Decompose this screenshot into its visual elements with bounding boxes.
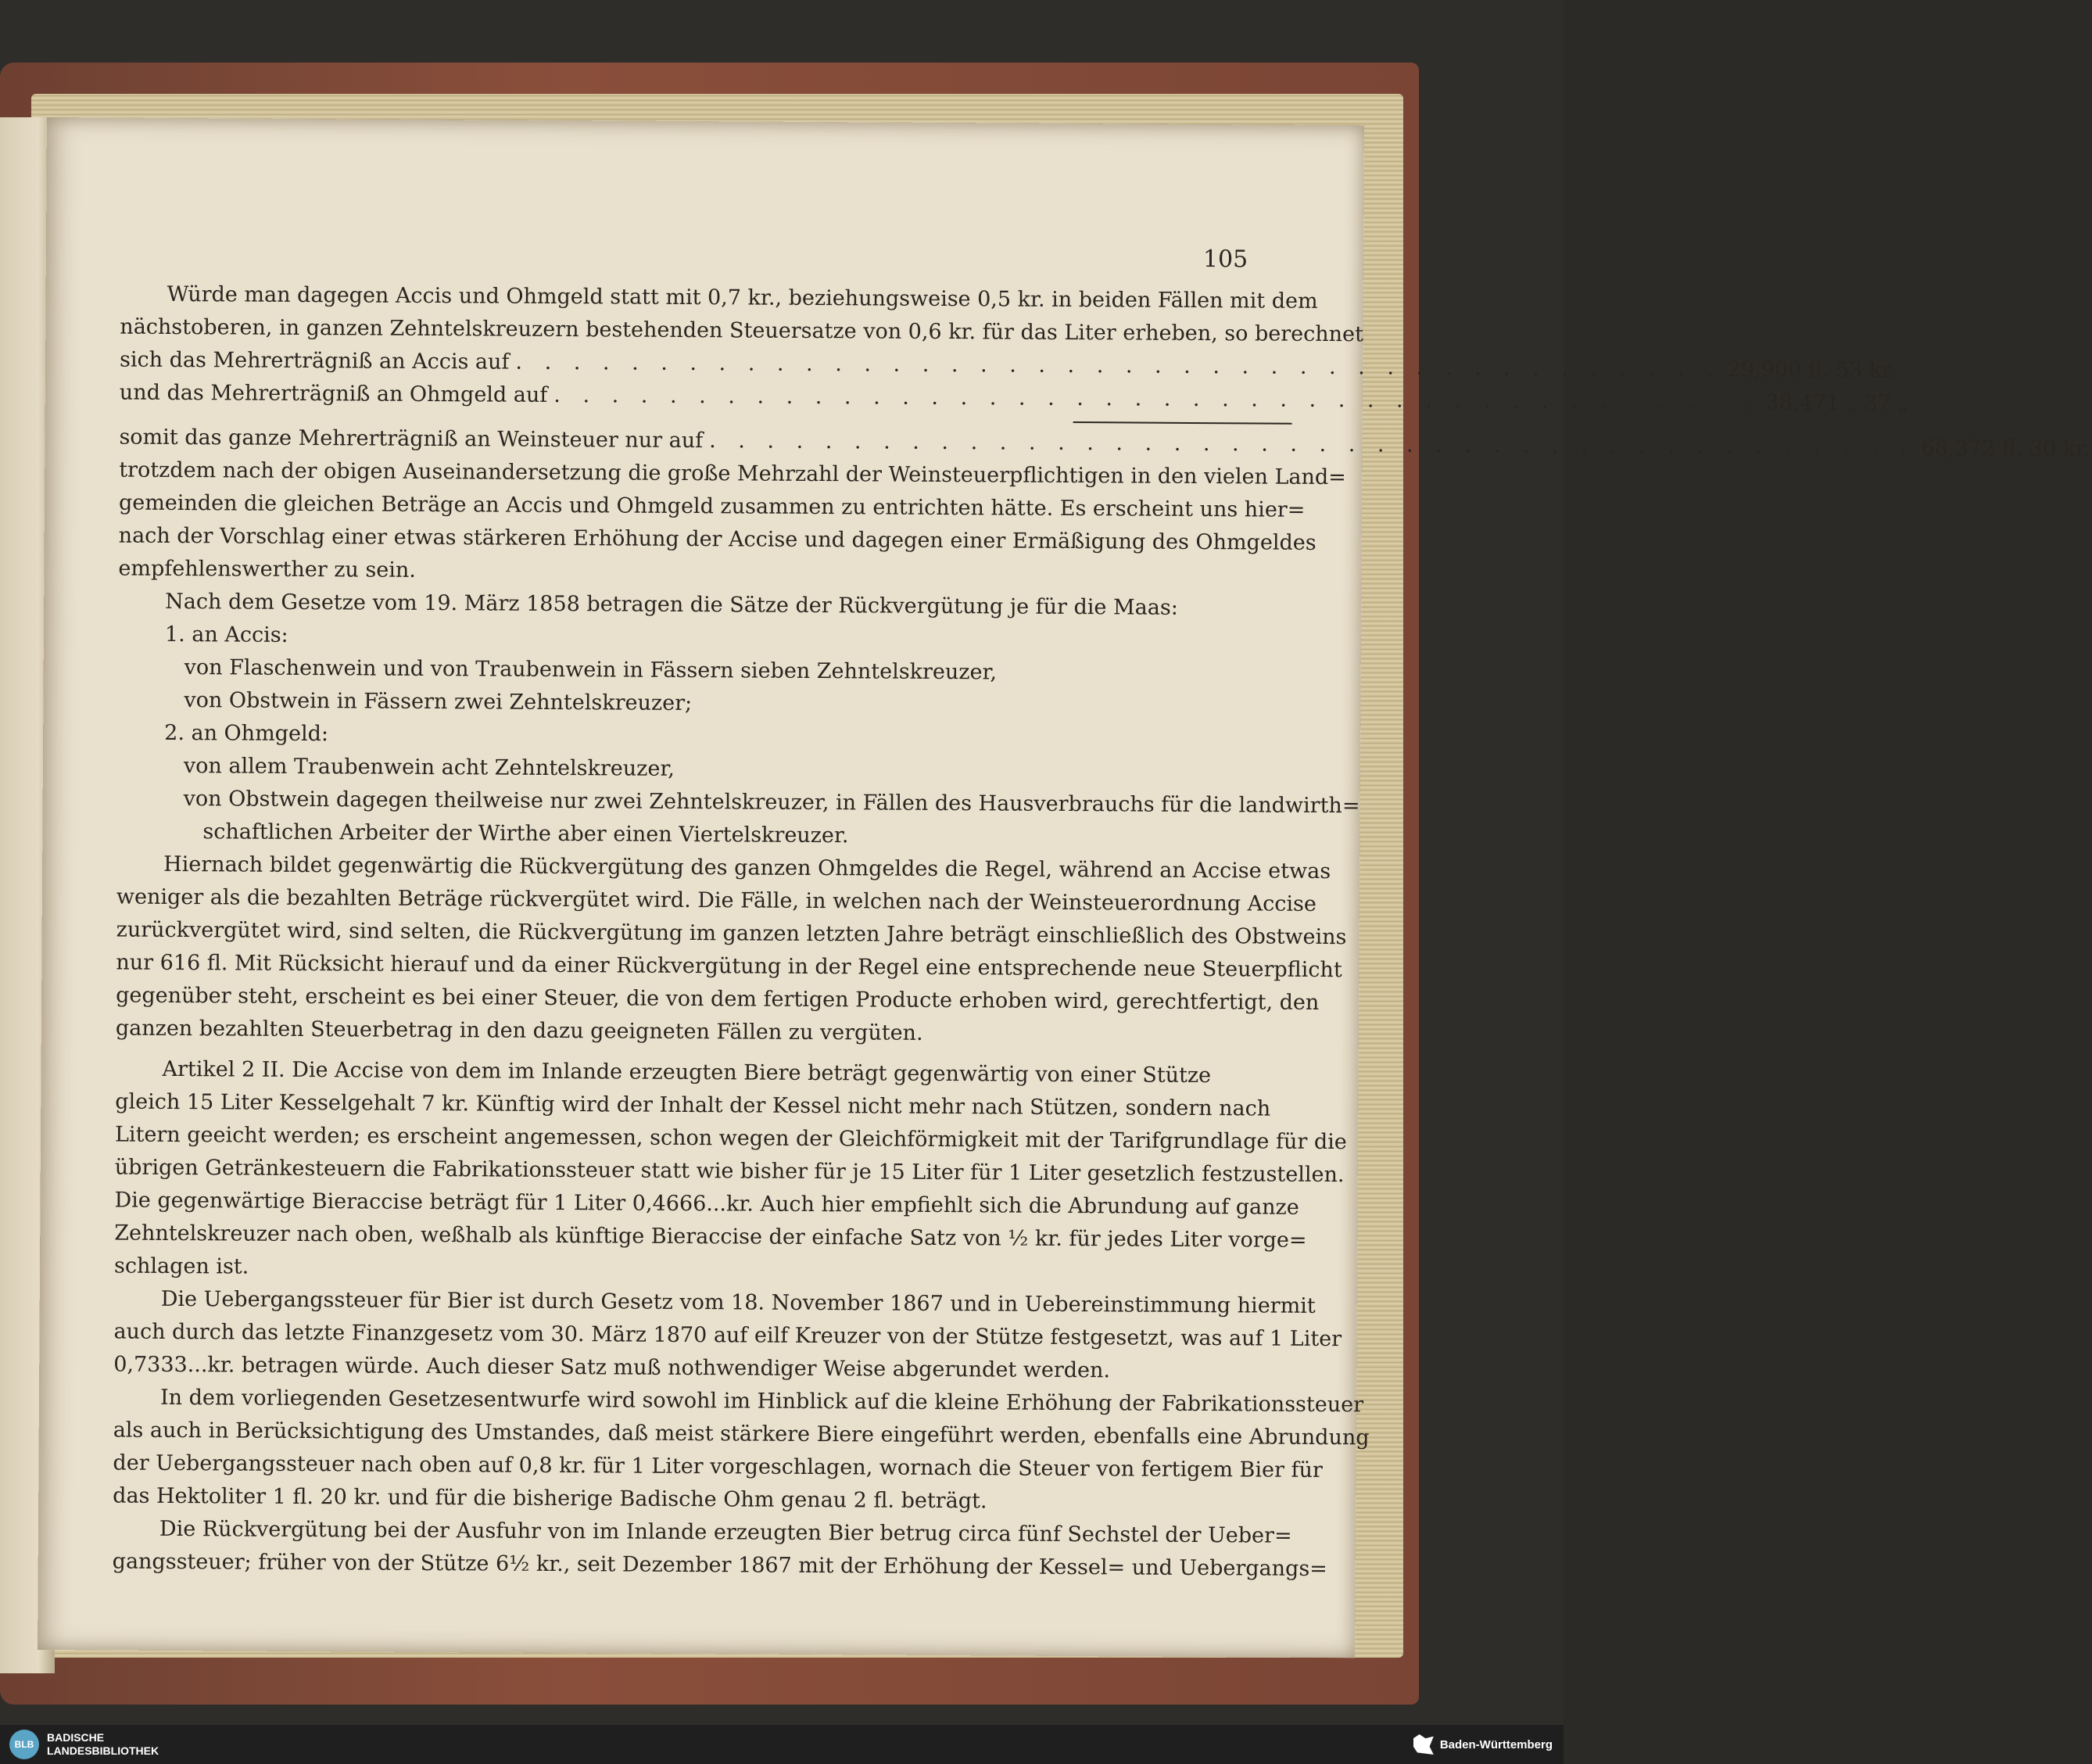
text-line: Nach dem Gesetze vom 19. März 1858 betragen die Sätze der Rückvergütung je für die Maas: (165, 589, 1178, 620)
sum-label: somit das ganze Mehrerträgniß an Weinsteuer nur auf (119, 425, 704, 454)
text-line: Die gegenwärtige Bieraccise beträgt für 1 Liter 0,4666...kr. Auch hier empfiehlt sich die Abrundung auf ganze (114, 1188, 1299, 1220)
text-line: übrigen Getränkesteuern die Fabrikationssteuer statt wie bisher für je 15 Liter für 1 Liter gesetzlich festzustellen. (114, 1155, 1345, 1188)
text-line: ganzen bezahlten Steuerbetrag in den dazu geeigneten Fällen zu vergüten. (115, 1016, 923, 1045)
list-item: schaftlichen Arbeiter der Wirthe aber einen Viertelskreuzer. (202, 819, 849, 848)
text-line: gemeinden die gleichen Beträge an Accis und Ohmgeld zusammen zu entrichten hätte. Es erscheint uns hier= (118, 490, 1306, 522)
list-item: von Flaschenwein und von Traubenwein in Fässern sieben Zehntelskreuzer, (184, 655, 998, 685)
sum-value: 38,471 „ 37 „ (1765, 390, 1909, 416)
text-line: als auch in Berücksichtigung des Umstandes, daß meist stärkere Biere eingeführt werden, ebenfalls eine Abrundung (113, 1418, 1370, 1450)
sum-label: und das Mehrerträgniß an Ohmgeld auf (119, 380, 548, 407)
text-line: Die Rückvergütung bei der Ausfuhr von im Inlande erzeugten Bier betrug circa fünf Sechstel der Ueber= (159, 1516, 1292, 1548)
blb-logo[interactable]: BLB (9, 1730, 39, 1759)
text-line: zurückvergütet wird, sind selten, die Rückvergütung im ganzen letzten Jahre beträgt einschließlich des Obstweins (116, 917, 1347, 950)
text-line: Hiernach bildet gegenwärtig die Rückvergütung des ganzen Ohmgeldes die Regel, während an Accise etwas (163, 852, 1331, 884)
text-line: gleich 15 Liter Kesselgehalt 7 kr. Künftig wird der Inhalt der Kessel nicht mehr nach Stützen, sondern nach (115, 1089, 1271, 1121)
text-line: der Uebergangssteuer nach oben auf 0,8 kr. für 1 Liter vorgeschlagen, wornach die Steuer von fertigem Bier für (113, 1450, 1323, 1483)
lion-crest-icon (1413, 1734, 1434, 1755)
sum-rule (1073, 421, 1292, 425)
list-heading: 1. an Accis: (164, 622, 288, 647)
text-line: weniger als die bezahlten Beträge rückvergütet wird. Die Fälle, in welchen nach der Weinsteuerordnung Accise (116, 884, 1316, 916)
sum-value: 29,900 fl. 53 kr. (1727, 357, 1897, 383)
text-line: schlagen ist. (113, 1253, 249, 1279)
sum-value: 68,372 fl. 30 kr. (1921, 436, 2090, 461)
text-line: In dem vorliegenden Gesetzesentwurfe wird sowohl im Hinblick auf die kleine Erhöhung der Fabrikationssteuer (159, 1385, 1364, 1418)
library-name-line2: LANDESBIBLIOTHEK (47, 1744, 159, 1757)
text-line: 0,7333...kr. betragen würde. Auch dieser Satz muß nothwendiger Weise abgerundet werden. (113, 1352, 1111, 1383)
text-line: Würde man dagegen Accis und Ohmgeld statt mit 0,7 kr., beziehungsweise 0,5 kr. in beiden Fällen mit dem (167, 281, 1318, 314)
viewer-footer-bar (0, 1725, 1564, 1764)
partner-logo[interactable] (1413, 1734, 1553, 1755)
leader-dots: . . . . . . . . . . . . . . . . . . . . . . . . . . . . . . . . . . . . . . . . . . (515, 350, 1721, 382)
library-name[interactable] (47, 1731, 159, 1758)
list-item: von allem Traubenwein acht Zehntelskreuzer, (183, 754, 675, 781)
leader-dots: . . . . . . . . . . . . . . . . . . . . . . . . . . . . . . . . . . . . . . . . . . (553, 382, 1760, 415)
text-line: nächstoberen, in ganzen Zehntelskreuzern bestehenden Steuersatze von 0,6 kr. für das Liter erheben, so berechnet (120, 314, 1364, 347)
partner-name: Baden-Württemberg (1439, 1737, 1553, 1751)
text-line: gegenüber steht, erscheint es bei einer Steuer, die von dem fertigen Producte erhoben wird, gerechtfertigt, den (116, 983, 1320, 1015)
text-line: trotzdem nach der obigen Auseinandersetzung die große Mehrzahl der Weinsteuerpflichtigen in den vielen Land= (119, 457, 1346, 490)
book-page (38, 117, 2090, 1658)
list-item: von Obstwein in Fässern zwei Zehntelskreuzer; (184, 688, 693, 716)
leader-dots: . . . . . . . . . . . . . . . . . . . . . . . . . . . . . . . . . . . . . . . . . . (709, 428, 1915, 461)
text-line: gangssteuer; früher von der Stütze 6½ kr., seit Dezember 1867 mit der Erhöhung der Kessel= und Uebergangs= (112, 1549, 1327, 1582)
list-heading: 2. an Ohmgeld: (164, 720, 329, 747)
sum-label: sich das Mehrerträgniß an Accis auf (120, 347, 510, 375)
text-line: nur 616 fl. Mit Rücksicht hierauf und da einer Rückvergütung in der Regel eine entsprechende neue Steuerpflicht (116, 950, 1342, 983)
text-line: Artikel 2 II. Die Accise von dem im Inlande erzeugten Biere beträgt gegenwärtig von einer Stütze (162, 1056, 1212, 1088)
text-line: auch durch das letzte Finanzgesetz vom 30. März 1870 auf eilf Kreuzer von der Stütze festgesetzt, was auf 1 Liter (113, 1319, 1342, 1352)
text-line: empfehlenswerther zu sein. (118, 556, 417, 583)
sum-row-ohmgeld (119, 377, 1909, 417)
list-item: von Obstwein dagegen theilweise nur zwei Zehntelskreuzer, in Fällen des Hausverbrauchs für die landwirth= (183, 787, 1360, 819)
text-line: nach der Vorschlag einer etwas stärkeren Erhöhung der Accise und dagegen einer Ermäßigung des Ohmgeldes (118, 523, 1316, 555)
library-name-line1: BADISCHE (47, 1731, 105, 1744)
page-number: 105 (1202, 246, 1248, 274)
text-line: das Hektoliter 1 fl. 20 kr. und für die bisherige Badische Ohm genau 2 fl. beträgt. (113, 1483, 987, 1514)
text-line: Litern geeicht werden; es erscheint angemessen, schon wegen der Gleichförmigkeit mit der Tarifgrundlage für die (114, 1122, 1347, 1155)
text-line: Die Uebergangssteuer für Bier ist durch Gesetz vom 18. November 1867 und in Uebereinstimmung hiermit (160, 1286, 1316, 1318)
text-line: Zehntelskreuzer nach oben, weßhalb als künftige Bieraccise der einfache Satz von ½ kr. für jedes Liter vorge= (114, 1221, 1307, 1253)
